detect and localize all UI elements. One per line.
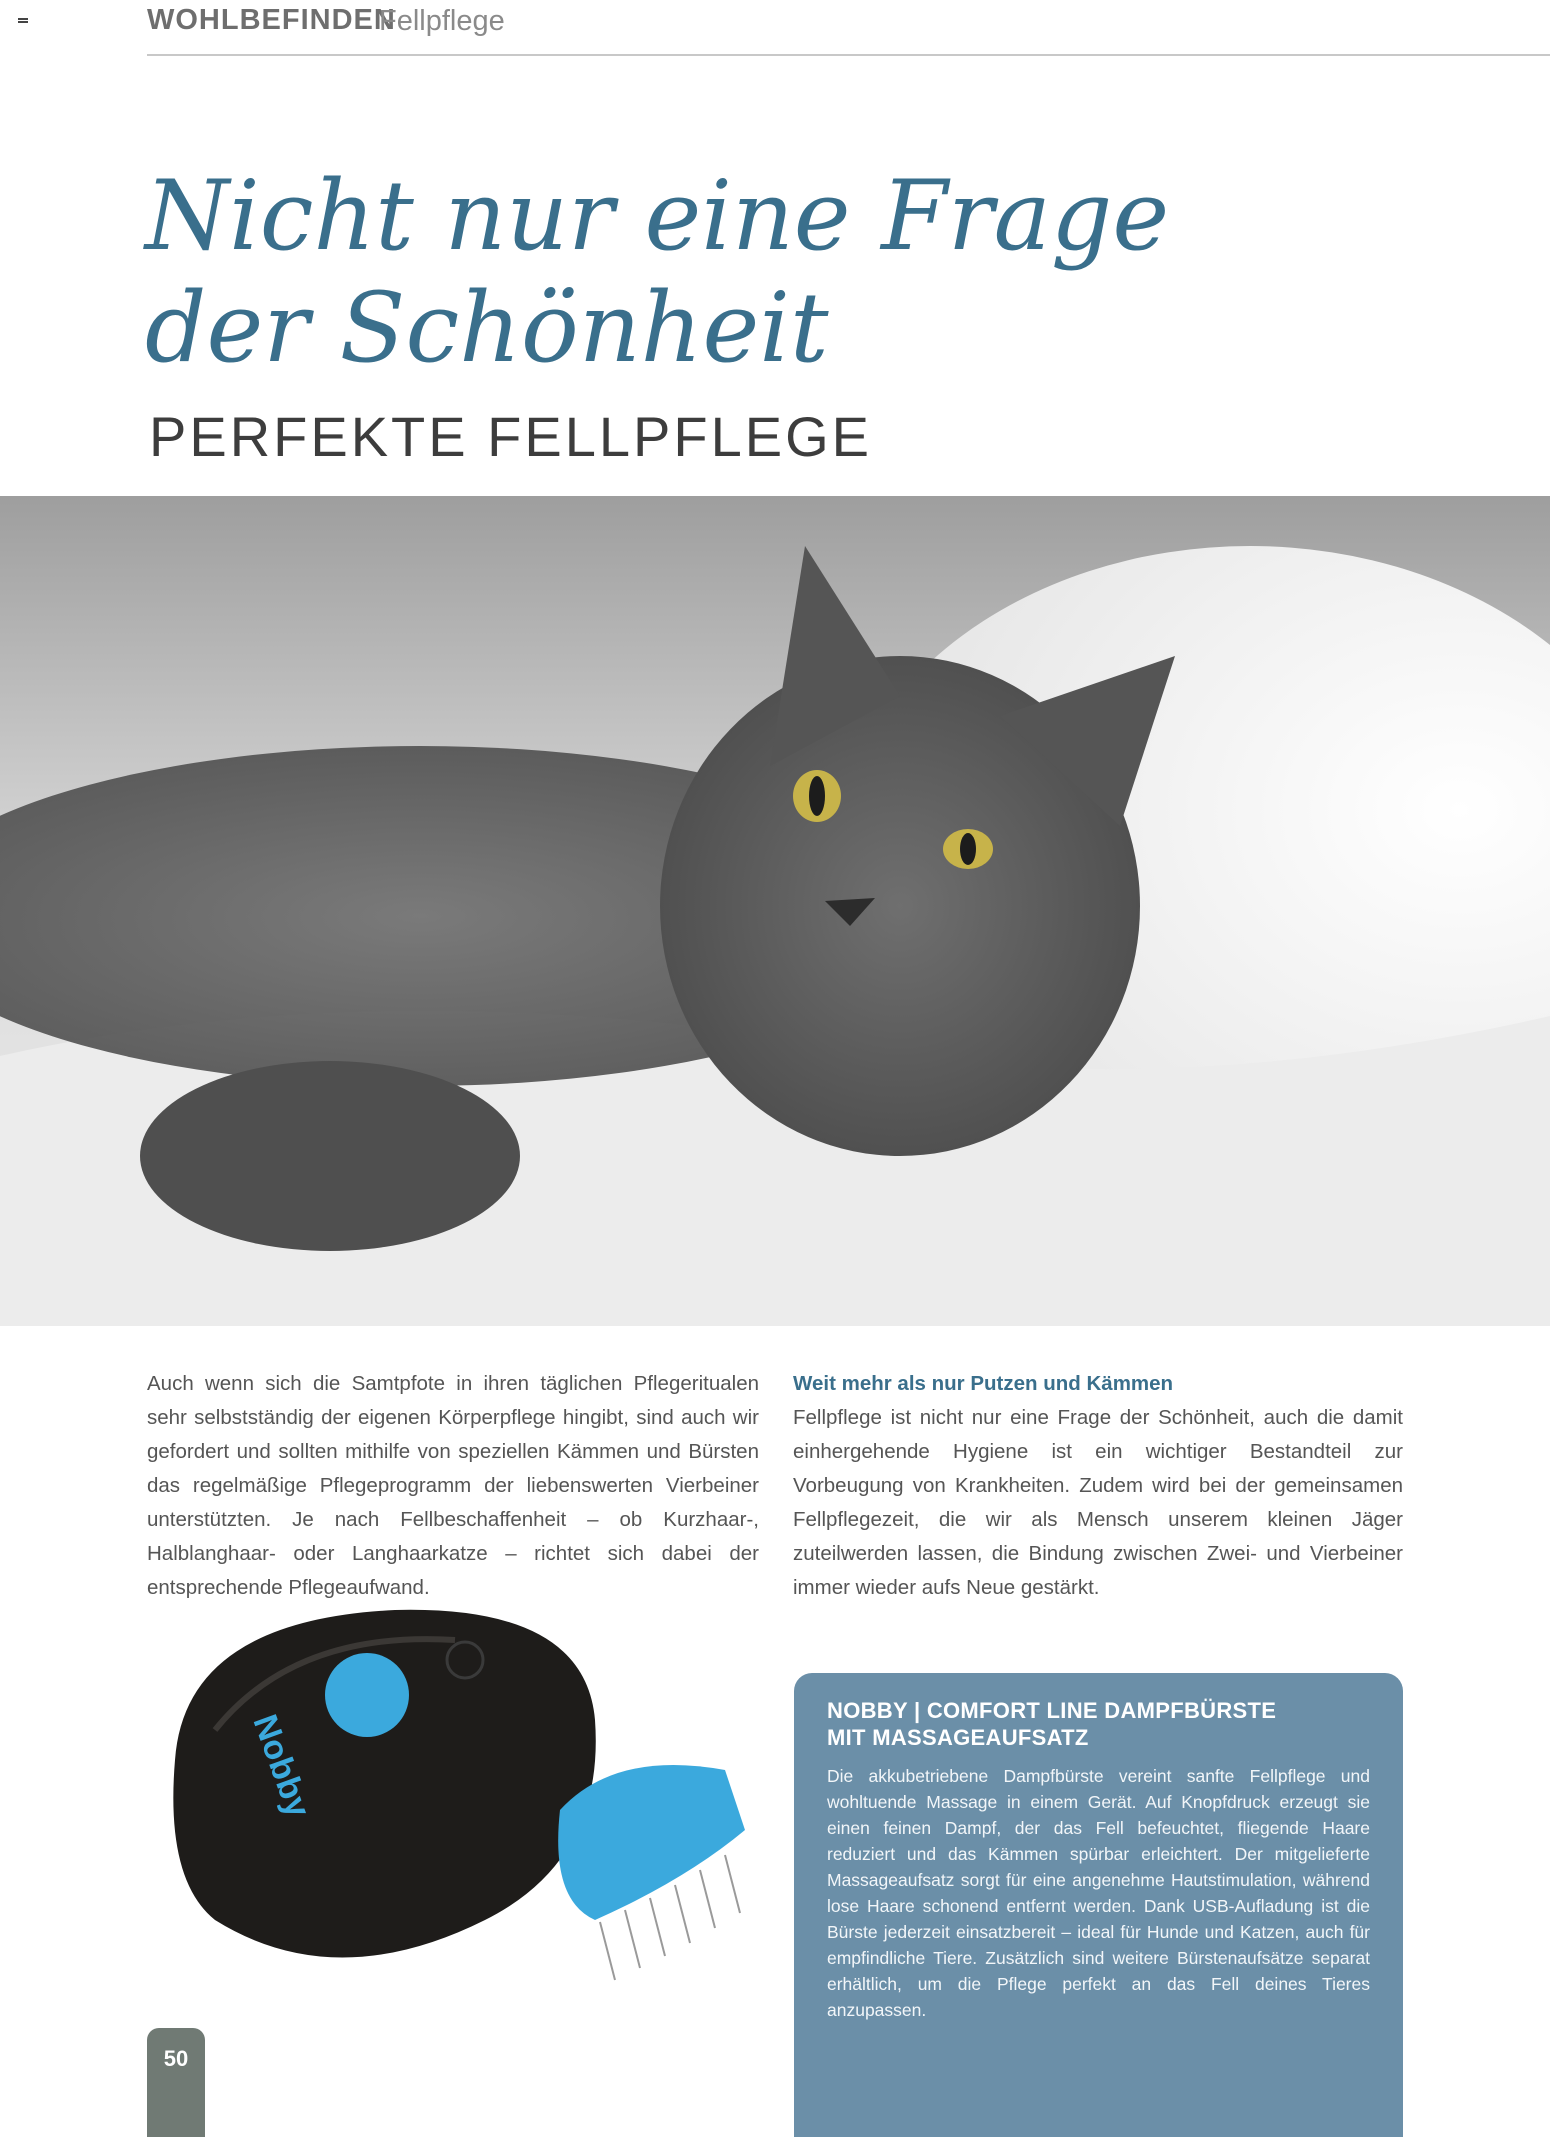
card-title-line-1: NOBBY | COMFORT LINE DAMPFBÜRSTE	[827, 1698, 1277, 1723]
product-info-card	[794, 1673, 1403, 2137]
info-paragraph	[793, 1367, 1403, 1605]
product-image	[155, 1600, 795, 1990]
page-subtitle: PERFEKTE FELLPFLEGE	[149, 405, 872, 468]
section-label: WOHLBEFINDEN	[147, 4, 396, 36]
intro-paragraph: Auch wenn sich die Samtpfote in ihren täglichen Pflegeritualen sehr selbstständig der eigenen Körperpflege hingibt, sind auch wir gefordert und sollten mithilfe von speziellen Kämmen und Bürsten das regelmäßige Pflegeprogramm der liebenswerten Vierbeiner unterstützten. Je nach Fellbeschaffenheit – ob Kurzhaar-, Halblanghaar- oder Langhaarkatze – richtet sich dabei der entsprechende Pflegeaufwand.	[147, 1372, 759, 1599]
card-description: Die akkubetriebene Dampfbürste vereint sanfte Fellpflege und wohltuende Massage in einem Gerät. Auf Knopfdruck erzeugt sie einen feinen Dampf, der das Fell befeuchtet, fliegende Haare reduziert und das Kämmen spürbar erleichtert. Der mitgelieferte Massageaufsatz sorgt für eine angenehme Hautstimulation, während lose Haare schonend entfernt werden. Dank USB-Aufladung ist die Bürste jederzeit einsatzbereit – ideal für Hunde und Katzen, auch für empfindliche Tiere. Zusätzlich sind weitere Bürstenaufsätze separat erhältlich, um die Pflege perfekt an das Fell deines Tieres anzupassen.	[827, 1766, 1370, 2020]
card-title-line-2: MIT MASSAGEAUFSATZ	[827, 1725, 1089, 1750]
info-heading: Weit mehr als nur Putzen und Kämmen	[793, 1372, 1174, 1395]
card-title	[827, 1697, 1370, 1751]
page-header	[147, 0, 1550, 56]
page-number: 50	[147, 2028, 205, 2137]
page-title	[145, 160, 1169, 384]
info-text: Fellpflege ist nicht nur eine Frage der Schönheit, auch die damit einhergehende Hygiene ist ein wichtiger Bestandteil zur Vorbeugung von Krankheiten. Zudem wird bei der gemeinsamen Fellpflegezeit, die wir als Mensch unserem kleinen Jäger zuteilwerden lassen, die Bindung zwischen Zwei- und Vierbeiner immer wieder aufs Neue gestärkt.	[793, 1406, 1403, 1599]
hero-cat-image	[0, 496, 1550, 1326]
title-line-2: der Schönheit	[145, 272, 829, 384]
menu-icon[interactable]	[18, 18, 28, 26]
subsection-label: Fellpflege	[379, 5, 505, 37]
brand-logo: Nobby	[245, 1709, 318, 1823]
title-line-1: Nicht nur eine Frage	[145, 160, 1170, 272]
